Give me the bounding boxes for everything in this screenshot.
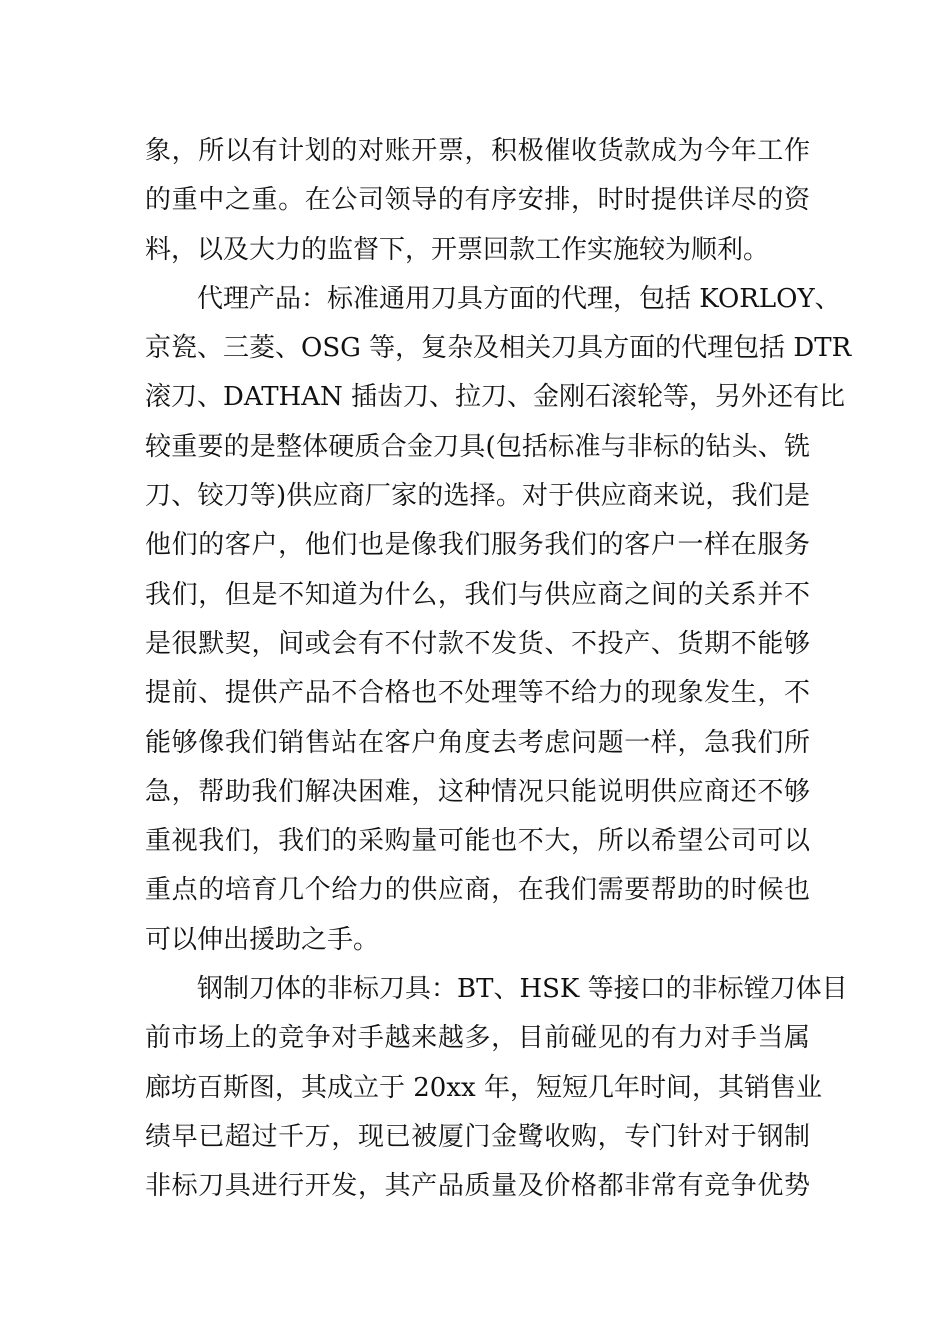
text-line: 我们，但是不知道为什么，我们与供应商之间的关系并不 [145, 579, 810, 610]
text-line: 能够像我们销售站在客户角度去考虑问题一样，急我们所 [145, 727, 810, 758]
text-line: 刀、铰刀等)供应商厂家的选择。对于供应商来说，我们是 [145, 481, 810, 512]
text-line: 急，帮助我们解决困难，这种情况只能说明供应商还不够 [145, 776, 810, 807]
text-line: 廊坊百斯图，其成立于 20xx 年，短短几年时间，其销售业 [145, 1072, 822, 1103]
text-line: 京瓷、三菱、OSG 等，复杂及相关刀具方面的代理包括 DTR [145, 333, 852, 364]
text-line: 象，所以有计划的对账开票，积极催收货款成为今年工作 [145, 136, 810, 166]
text-line: 绩早已超过千万，现已被厦门金鹭收购，专门针对于钢制 [145, 1121, 810, 1152]
text-line: 重点的培育几个给力的供应商，在我们需要帮助的时候也 [145, 875, 810, 906]
text-line: 的重中之重。在公司领导的有序安排，时时提供详尽的资 [145, 185, 810, 216]
text-line: 非标刀具进行开发，其产品质量及价格都非常有竞争优势 [145, 1171, 810, 1202]
text-line: 提前、提供产品不合格也不处理等不给力的现象发生，不 [145, 678, 810, 709]
text-line: 钢制刀体的非标刀具：BT、HSK 等接口的非标镗刀体目 [197, 974, 848, 1005]
text-line: 较重要的是整体硬质合金刀具(包括标准与非标的钻头、铣 [145, 431, 810, 462]
text-line: 是很默契，间或会有不付款不发货、不投产、货期不能够 [145, 628, 810, 659]
text-line: 前市场上的竞争对手越来越多，目前碰见的有力对手当属 [145, 1023, 810, 1054]
text-line: 可以伸出援助之手。 [145, 924, 380, 955]
text-line: 滚刀、DATHAN 插齿刀、拉刀、金刚石滚轮等，另外还有比 [145, 382, 846, 413]
text-line: 料，以及大力的监督下，开票回款工作实施较为顺利。 [145, 234, 770, 265]
text-line: 他们的客户，他们也是像我们服务我们的客户一样在服务 [145, 530, 810, 561]
body-text [145, 127, 852, 1212]
text-line: 代理产品：标准通用刀具方面的代理，包括 KORLOY、 [197, 283, 841, 314]
text-line: 重视我们，我们的采购量可能也不大，所以希望公司可以 [145, 826, 810, 857]
